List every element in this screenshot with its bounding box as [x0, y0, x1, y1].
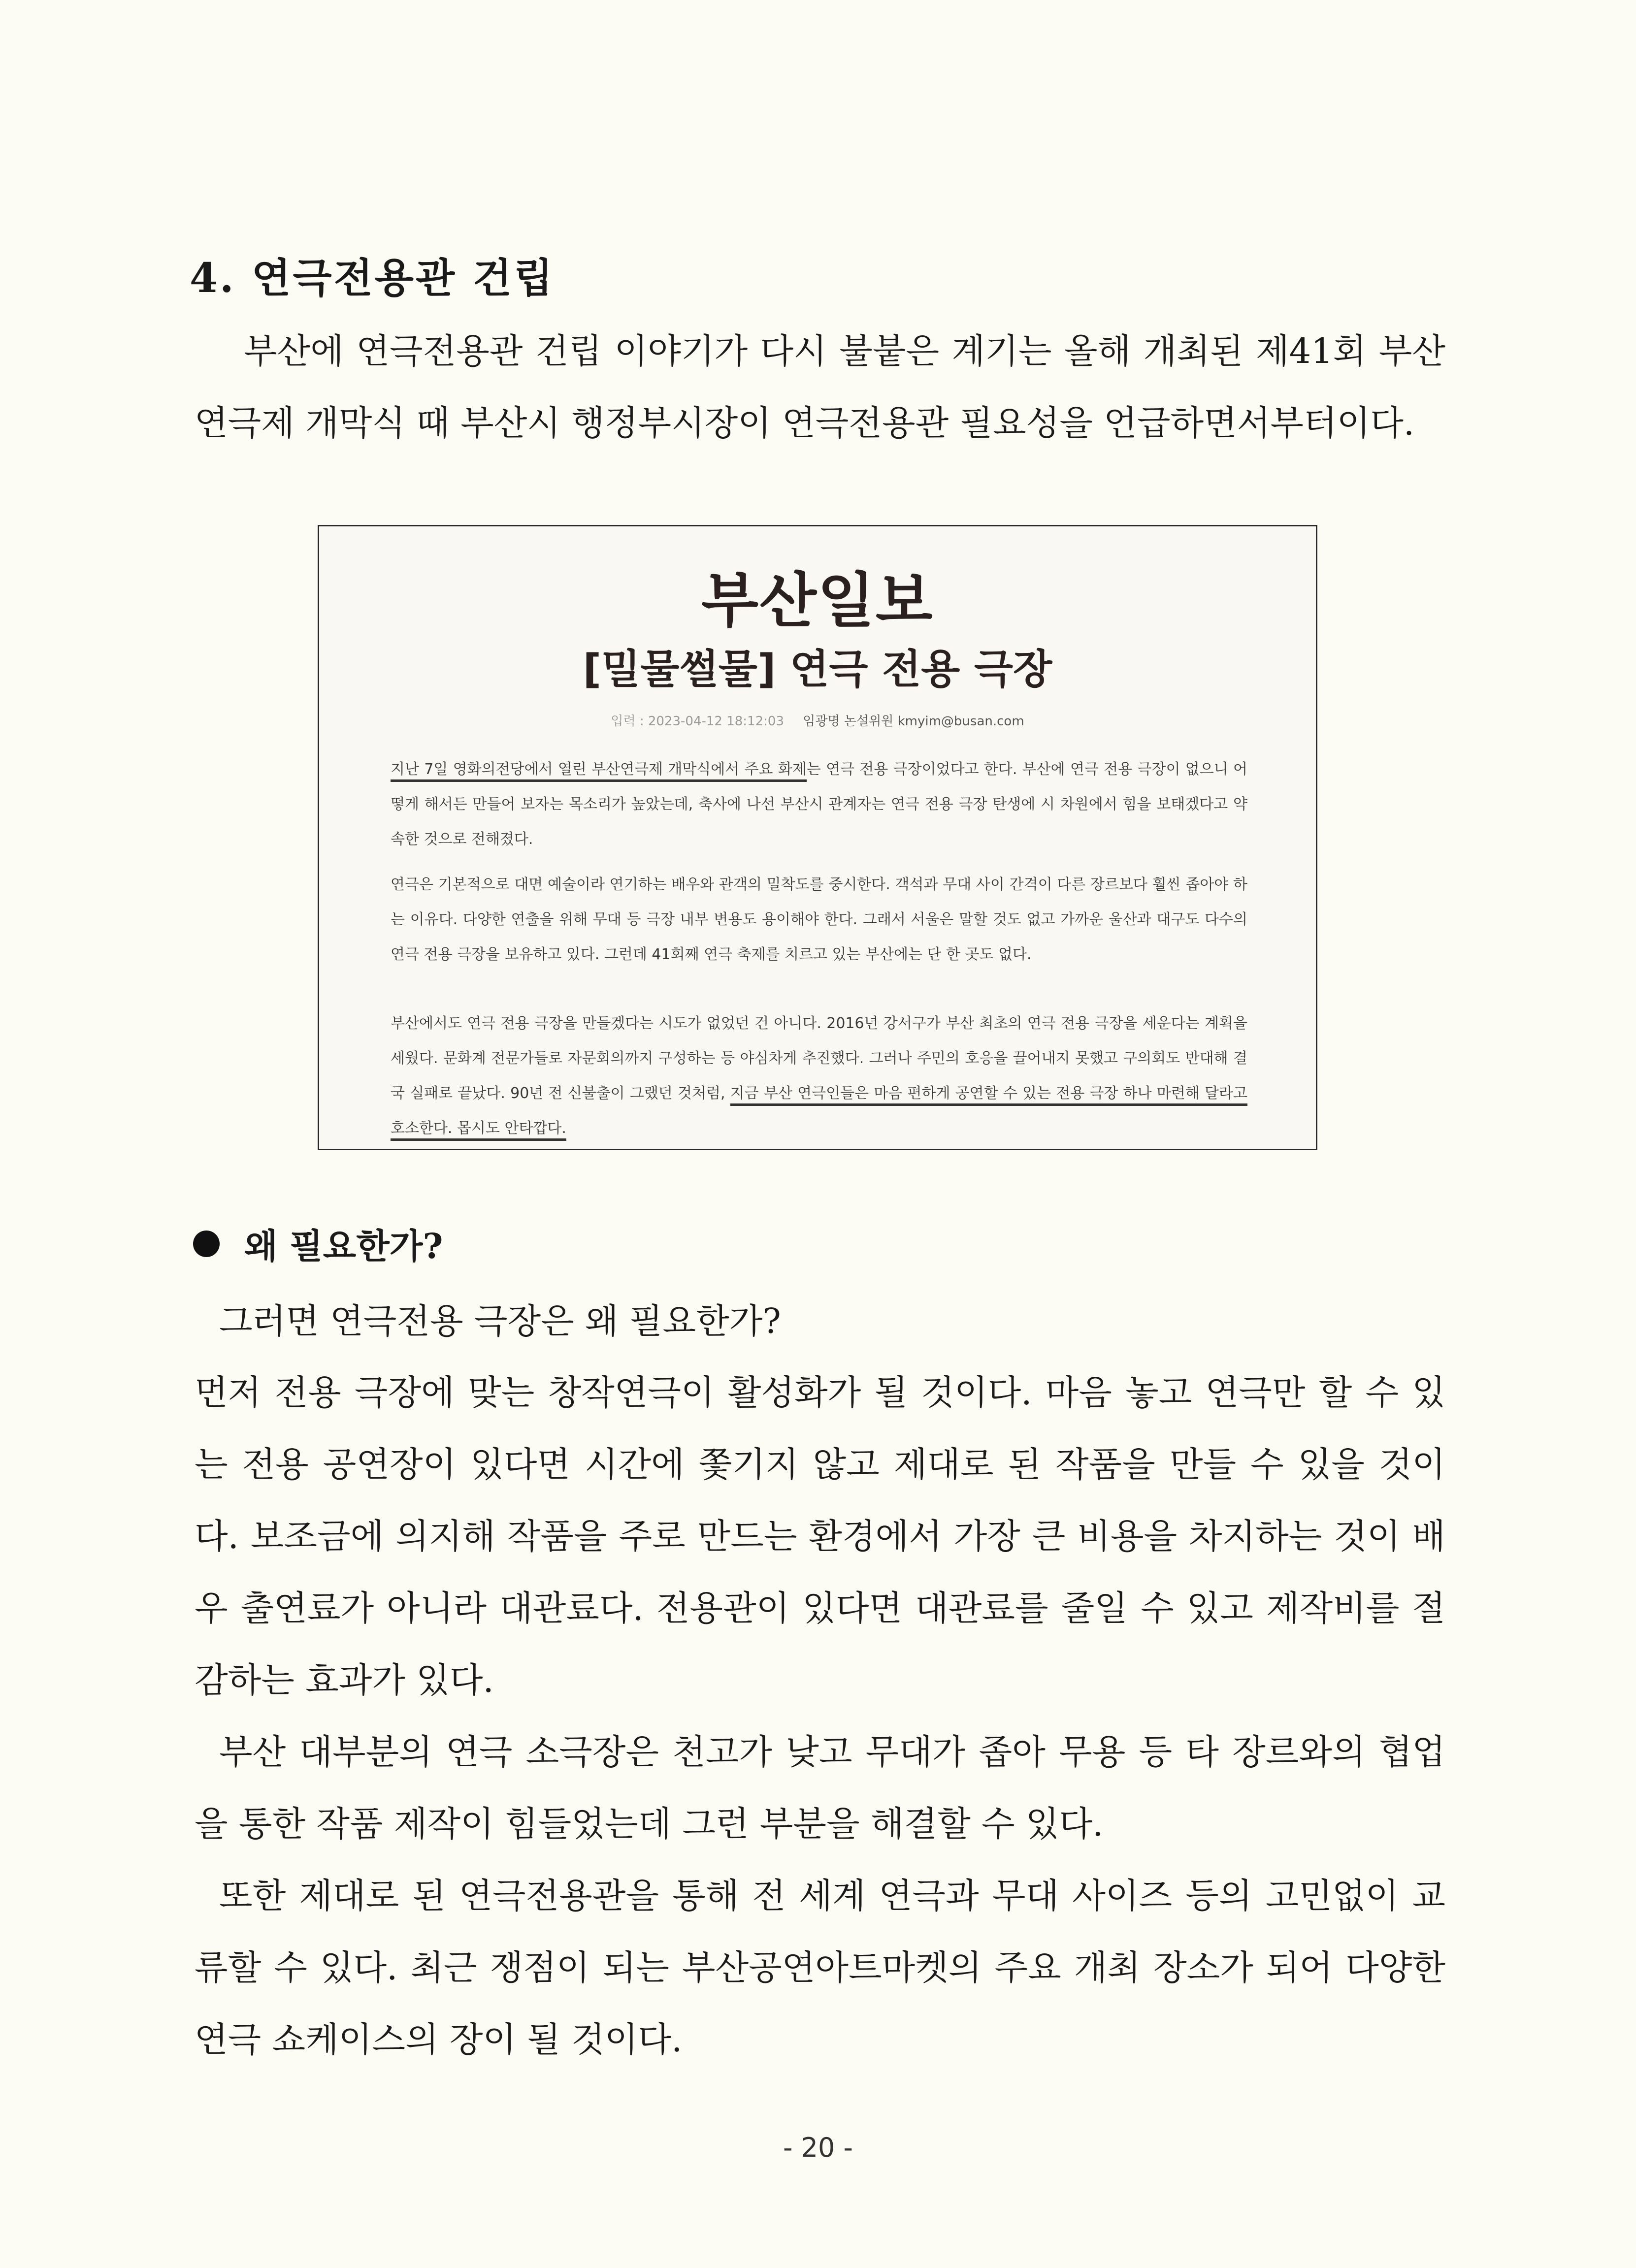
clipping-text: 부산에서도 연극 전용 극장을 만들겠다는 시도가 없었던 건 아니다. 2016년 강서구가 부산 최초의 연극 전용 극장을 세운다는 계획을 세웠다. 문화계 전문가들로 자문회의까지 구성하는 등 야심차게 추진했다. 그러나 주민의 호응을 끌어내지 못했고 구의회도 반대해 결국 실패로 끝났다. 90년 전 신불출이 그랬던 것처럼,: [391, 1015, 1247, 1102]
body-paragraph: 부산 대부분의 연극 소극장은 천고가 낮고 무대가 좁아 무용 등 타 장르와의 협업을 통한 작품 제작이 힘들었는데 그런 부분을 해결할 수 있다.: [195, 1732, 1445, 1844]
underlined-text: 지금 부산 연극인들은 마음 편하게 공연할 수 있는 전용 극장 하나 마련해 달라고 호소한다. 몹시도 안타깝다.: [391, 1085, 1247, 1141]
newspaper-clipping: [318, 525, 1317, 1150]
body-paragraph: 또한 제대로 된 연극전용관을 통해 전 세계 연극과 무대 사이즈 등의 고민없이 교류할 수 있다. 최근 쟁점이 되는 부산공연아트마켓의 주요 개최 장소가 되어 다양한 연극 쇼케이스의 장이 될 것이다.: [195, 1876, 1445, 2060]
article-title: [밀물썰물] 연극 전용 극장: [583, 646, 1052, 693]
bullet-icon: [193, 1231, 220, 1257]
article-date: 입력 : 2023-04-12 18:12:03: [611, 714, 784, 729]
section-heading: 4. 연극전용관 건립: [190, 255, 555, 302]
clipping-paragraph-3: [391, 1006, 1247, 1146]
body-paragraph: 먼저 전용 극장에 맞는 창작연극이 활성화가 될 것이다. 마음 놓고 연극만 할 수 있는 전용 공연장이 있다면 시간에 쫓기지 않고 제대로 된 작품을 만들 수 있을 것이다. 보조금에 의지해 작품을 주로 만드는 환경에서 가장 큰 비용을 차지하는 것이 배우 출연료가 아니라 대관료다. 전용관이 있다면 대관료를 줄일 수 있고 제작비를 절감하는 효과가 있다.: [195, 1372, 1445, 1700]
newspaper-name: 부산일보: [701, 567, 934, 635]
clipping-text: 는 연극 전용 극장이었다고 한다. 부산에 연극 전용 극장이 없으니 어떻게 해서든 만들어 보자는 목소리가 높았는데, 축사에 나선 부산시 관계자는 연극 전용 극장 탄생에 시 차원에서 힘을 보태겠다고 약속한 것으로 전해졌다.: [391, 761, 1247, 848]
page-number: - 20 -: [783, 2132, 853, 2163]
clipping-paragraph-2: 연극은 기본적으로 대면 예술이라 연기하는 배우와 관객의 밀착도를 중시한다. 객석과 무대 사이 간격이 다른 장르보다 훨씬 좁아야 하는 이유다. 다양한 연출을 위해 무대 등 극장 내부 변용도 용이해야 한다. 그래서 서울은 말할 것도 없고 가까운 울산과 대구도 다수의 연극 전용 극장을 보유하고 있다. 그런데 41회째 연극 축제를 치르고 있는 부산에는 단 한 곳도 없다.: [391, 876, 1247, 963]
clipping-paragraph-1: [391, 752, 1247, 857]
article-author: 임광명 논설위원 kmyim@busan.com: [803, 714, 1024, 729]
underlined-text: 지난 7일 영화의전당에서 열린 부산연극제 개막식에서 주요 화제: [391, 761, 807, 782]
intro-paragraph: 부산에 연극전용관 건립 이야기가 다시 불붙은 계기는 올해 개최된 제41회 부산연극제 개막식 때 부산시 행정부시장이 연극전용관 필요성을 언급하면서부터이다.: [195, 331, 1445, 443]
article-byline: [319, 711, 1316, 729]
subsection-heading-text: 왜 필요한가?: [244, 1226, 443, 1266]
question-paragraph: 그러면 연극전용 극장은 왜 필요한가?: [219, 1301, 781, 1341]
subsection-heading: [193, 1219, 443, 1268]
